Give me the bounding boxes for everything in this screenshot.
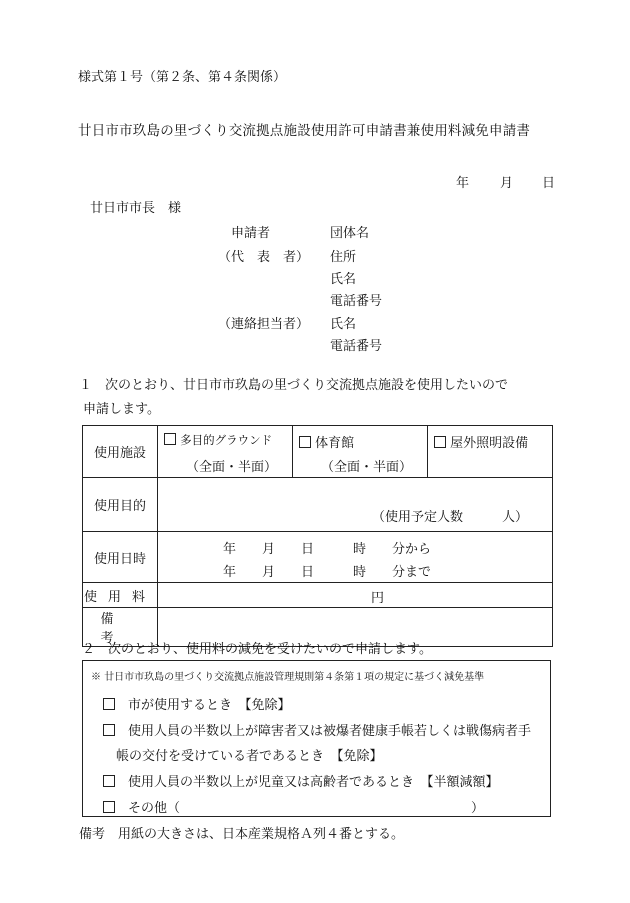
reduction-criteria-box <box>82 660 551 817</box>
facility-gym-scope[interactable]: （全面・半面） <box>321 460 413 475</box>
checkbox-icon[interactable] <box>103 775 115 787</box>
facility-lighting-label: 屋外照明設備 <box>450 436 529 451</box>
phone-field[interactable]: 電話番号 <box>330 294 383 309</box>
reduction-item-other-close: ） <box>471 801 485 816</box>
facility-option-gym[interactable] <box>292 426 427 477</box>
fee-unit: 円 <box>371 591 385 606</box>
representative-label: （代 表 者） <box>218 250 310 265</box>
contact-phone-field[interactable]: 電話番号 <box>330 339 383 354</box>
section2-title: ２ 次のとおり、使用料の減免を受けたいので申請します。 <box>82 642 432 657</box>
address-field[interactable]: 住所 <box>330 250 357 265</box>
contact-name-field[interactable]: 氏名 <box>330 317 357 332</box>
facility-option-lighting[interactable] <box>427 426 552 477</box>
checkbox-icon[interactable] <box>103 698 115 710</box>
purpose-field[interactable] <box>158 478 553 532</box>
checkbox-icon[interactable] <box>299 436 311 448</box>
section1-line2: 申請します。 <box>83 402 160 417</box>
facility-gym-label: 体育館 <box>315 436 355 451</box>
remarks-label: 備考 <box>100 612 140 646</box>
section1-line1: １ 次のとおり、廿日市市玖島の里づくり交流拠点施設を使用したいので <box>79 378 509 393</box>
reduction-item-city[interactable] <box>103 694 291 713</box>
datetime-to: 年 月 日 時 分まで <box>223 565 432 580</box>
checkbox-icon[interactable] <box>103 724 115 736</box>
reduction-rule-note: ※ 廿日市市玖島の里づくり交流拠点施設管理規則第４条第１項の規定に基づく減免基準 <box>91 672 485 683</box>
addressee: 廿日市市長 様 <box>90 201 182 216</box>
checkbox-icon[interactable] <box>434 436 446 448</box>
expected-count: （使用予定人数 人） <box>371 510 528 525</box>
reduction-item-other-label: その他（ <box>128 801 181 816</box>
checkbox-icon[interactable] <box>103 801 115 813</box>
reduction-item-disability-label: 使用人員の半数以上が障害者又は被爆者健康手帳若しくは戦傷病者手 <box>128 724 532 739</box>
form-id: 様式第１号（第２条、第４条関係） <box>78 70 287 85</box>
section1-text <box>79 374 508 422</box>
date-month: 月 <box>500 176 514 191</box>
facility-option-ground[interactable] <box>158 426 292 477</box>
fee-field[interactable] <box>158 583 553 608</box>
fee-label-cell <box>83 583 158 608</box>
reduction-item-disability[interactable] <box>103 720 531 739</box>
datetime-from: 年 月 日 時 分から <box>223 542 432 557</box>
usage-table <box>82 425 553 647</box>
fee-label: 使用料 <box>83 589 156 605</box>
facility-options <box>158 426 553 478</box>
purpose-label: 使用目的 <box>83 478 158 532</box>
name-field[interactable]: 氏名 <box>330 272 357 287</box>
datetime-label: 使用日時 <box>83 532 158 583</box>
applicant-label: 申請者 <box>231 226 271 241</box>
footer-note: 備考 用紙の大きさは、日本産業規格Ａ列４番とする。 <box>79 827 405 842</box>
document-title: 廿日市市玖島の里づくり交流拠点施設使用許可申請書兼使用料減免申請書 <box>78 123 531 139</box>
checkbox-icon[interactable] <box>164 433 176 445</box>
reduction-item-other[interactable] <box>103 797 180 816</box>
date-day: 日 <box>542 176 556 191</box>
contact-person-label: （連絡担当者） <box>218 317 310 332</box>
reduction-item-city-label: 市が使用するとき 【免除】 <box>128 698 291 713</box>
facility-ground-label: 多目的グラウンド <box>180 433 273 447</box>
datetime-field[interactable] <box>158 532 553 583</box>
reduction-item-children[interactable] <box>103 771 499 790</box>
reduction-item-children-label: 使用人員の半数以上が児童又は高齢者であるとき 【半額減額】 <box>128 775 499 790</box>
org-name-field[interactable]: 団体名 <box>330 226 370 241</box>
reduction-item-disability-cont: 帳の交付を受けている者であるとき 【免除】 <box>116 749 383 764</box>
facility-ground-scope[interactable]: （全面・半面） <box>186 460 278 475</box>
facility-label: 使用施設 <box>83 426 158 478</box>
date-year: 年 <box>456 176 470 191</box>
